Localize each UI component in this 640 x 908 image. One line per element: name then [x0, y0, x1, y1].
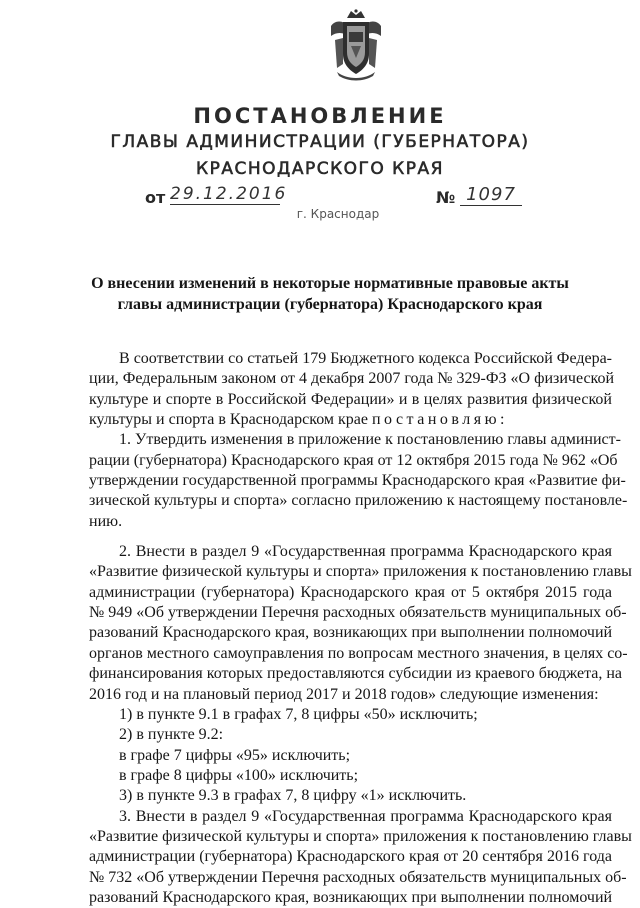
body-line: утверждении государственной программы Краснодарского края «Развитие фи-: [89, 472, 626, 490]
body-line: финансирования которых предоставляются субсидии из краевого бюджета, на: [89, 665, 623, 683]
body-line: № 732 «Об утверждении Перечня расходных обязательств муниципальных об-: [89, 868, 627, 886]
body-line: разований Краснодарского края, возникающих при выполнении полномочий: [89, 624, 613, 642]
document-title-line-1: О внесении изменений в некоторые нормативные правовые акты: [91, 275, 569, 292]
city-label: г. Краснодар: [296, 207, 380, 221]
body-line: разований Краснодарского края, возникающих при выполнении полномочий: [89, 888, 613, 906]
body-line: рации (губернатора) Краснодарского края от 12 октября 2015 года № 962 «Об: [89, 451, 618, 469]
document-date: 29.12.2016: [170, 184, 288, 204]
body-line: в графе 7 цифры «95» исключить;: [119, 746, 351, 764]
issuer-heading: ГЛАВЫ АДМИНИСТРАЦИИ (ГУБЕРНАТОРА): [110, 132, 530, 152]
krasnodar-coat-of-arms-emblem: [327, 8, 385, 82]
body-line: 1) в пункте 9.1 в графах 7, 8 цифры «50» исключить;: [119, 705, 478, 723]
body-line: в графе 8 цифры «100» исключить;: [119, 766, 359, 784]
document-type-heading: ПОСТАНОВЛЕНИЕ: [193, 104, 447, 128]
document-body: [89, 349, 632, 908]
body-line: культуре и спорте в Российской Федерации» и в целях развития физической: [89, 390, 612, 408]
body-line: № 949 «Об утверждении Перечня расходных обязательств муниципальных об-: [89, 604, 627, 622]
body-line: 1. Утвердить изменения в приложение к постановлению главы админист-: [119, 431, 621, 449]
resolution-keyword: постановляю:: [371, 411, 508, 429]
body-line: [89, 410, 612, 430]
body-line: 2) в пункте 9.2:: [119, 726, 224, 744]
body-line: нию.: [89, 512, 123, 530]
body-line: администрации (губернатора) Краснодарского края от 5 октября 2015 года: [89, 583, 612, 601]
body-line: В соответствии со статьей 179 Бюджетного кодекса Российской Федера-: [119, 350, 612, 367]
body-line: 3) в пункте 9.3 в графах 7, 8 цифру «1» исключить.: [119, 787, 467, 805]
body-text: культуры и спорта в Краснодарском крае: [89, 411, 372, 429]
date-prefix-label: от: [145, 188, 166, 207]
body-line: ции, Федеральным законом от 4 декабря 2007 года № 329-ФЗ «О физической: [89, 370, 615, 388]
document-title-line-2: главы администрации (губернатора) Краснодарского края: [117, 296, 543, 313]
document-number: 1097: [460, 184, 522, 206]
body-line: 3. Внести в раздел 9 «Государственная программа Краснодарского края: [119, 807, 612, 825]
body-line: администрации (губернатора) Краснодарского края от 20 сентября 2016 года: [89, 848, 612, 866]
number-sign-label: №: [436, 188, 456, 207]
body-line: органов местного самоуправления по вопросам местного значения, в целях со-: [89, 644, 628, 662]
body-line: «Развитие физической культуры и спорта» приложения к постановлению главы: [89, 827, 632, 845]
body-line: 2016 год и на плановый период 2017 и 2018 годов» следующие изменения:: [89, 685, 599, 703]
body-line: 2. Внести в раздел 9 «Государственная программа Краснодарского края: [119, 543, 612, 561]
body-line: зической культуры и спорта» согласно приложению к настоящему постановле-: [89, 492, 628, 510]
region-heading: КРАСНОДАРСКОГО КРАЯ: [196, 159, 444, 179]
body-line: «Развитие физической культуры и спорта» приложения к постановлению главы: [89, 563, 632, 581]
